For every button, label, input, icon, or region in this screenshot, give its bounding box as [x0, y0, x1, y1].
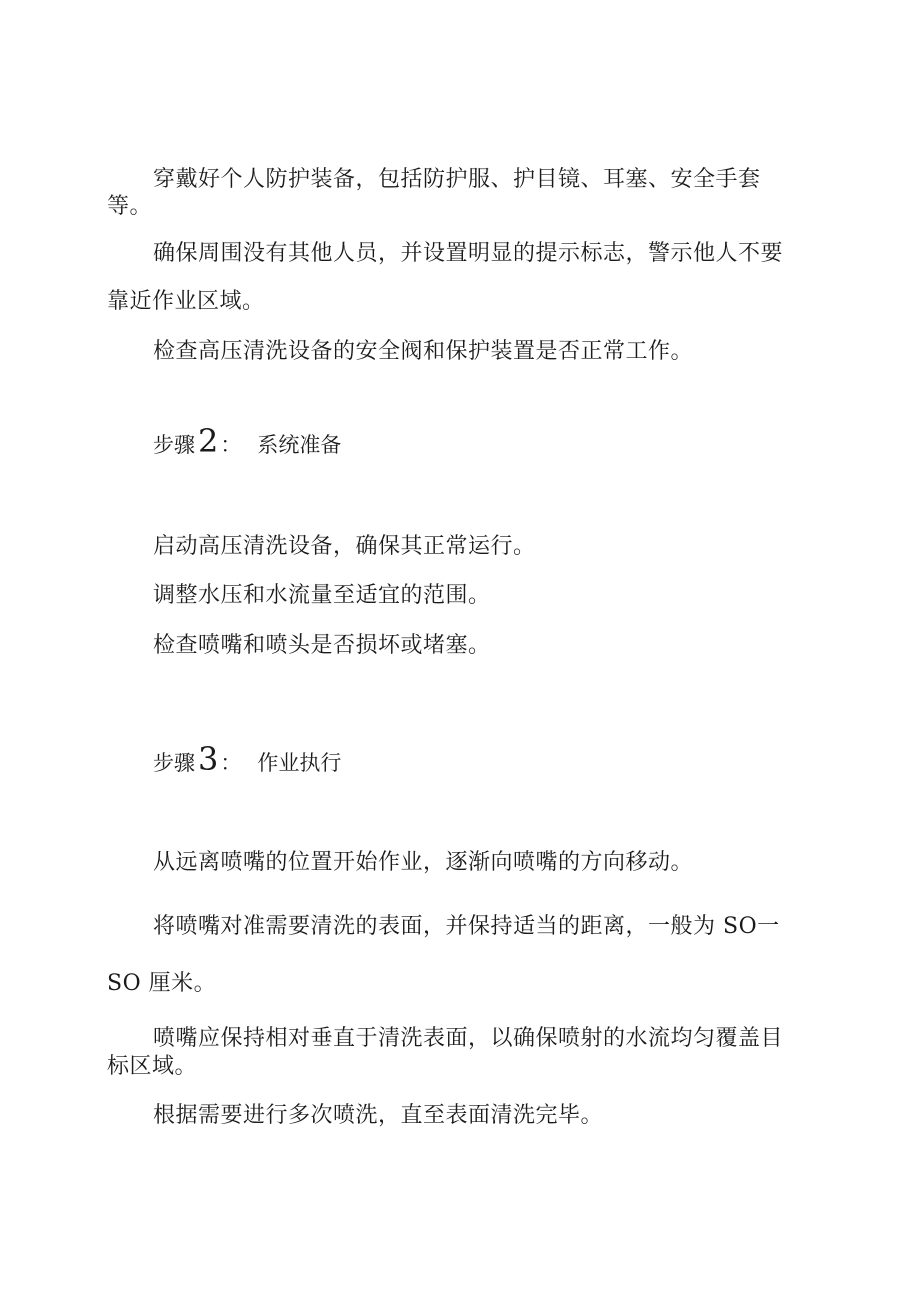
paragraph-ppe-line1: 穿戴好个人防护装备，包括防护服、护目镜、耳塞、安全手套 [153, 167, 761, 192]
step3-paragraph-perpendicular-line1: 喷嘴应保持相对垂直于清洗表面，以确保喷射的水流均匀覆盖目 [153, 1026, 784, 1051]
step3-paragraph-perpendicular-line2: 标区域。 [107, 1054, 198, 1079]
step3-paragraph-aim-line2: SO 厘米。 [107, 971, 217, 996]
step2-heading [153, 424, 341, 462]
step3-colon: ： [220, 751, 242, 775]
step2-colon: ： [220, 433, 242, 457]
paragraph-clear-area-line2: 靠近作业区域。 [107, 289, 265, 314]
step3-paragraph-repeat: 根据需要进行多次喷洗，直至表面清洗完毕。 [153, 1103, 604, 1128]
step3-number: 3 [198, 740, 219, 778]
paragraph-clear-area-line1: 确保周围没有其他人员，并设置明显的提示标志，警示他人不要 [153, 241, 784, 266]
step2-prefix: 步骤 [153, 433, 195, 457]
step3-paragraph-aim-line1: 将喷嘴对准需要清洗的表面，并保持适当的距离，一般为 SO一 [153, 914, 780, 939]
step3-paragraph-start-far: 从远离喷嘴的位置开始作业，逐渐向喷嘴的方向移动。 [153, 850, 694, 875]
step3-heading [153, 742, 341, 780]
step2-item-check-nozzle: 检查喷嘴和喷头是否损坏或堵塞。 [153, 633, 491, 658]
paragraph-ppe-line2: 等。 [107, 194, 153, 219]
step3-prefix: 步骤 [153, 751, 195, 775]
paragraph-check-valve: 检查高压清洗设备的安全阀和保护装置是否正常工作。 [153, 339, 694, 364]
step3-title: 作业执行 [257, 751, 342, 775]
step2-title: 系统准备 [257, 433, 342, 457]
step2-item-adjust-pressure: 调整水压和水流量至适宜的范围。 [153, 583, 491, 608]
step2-item-start-device: 启动高压清洗设备，确保其正常运行。 [153, 534, 536, 559]
step2-number: 2 [198, 422, 219, 460]
